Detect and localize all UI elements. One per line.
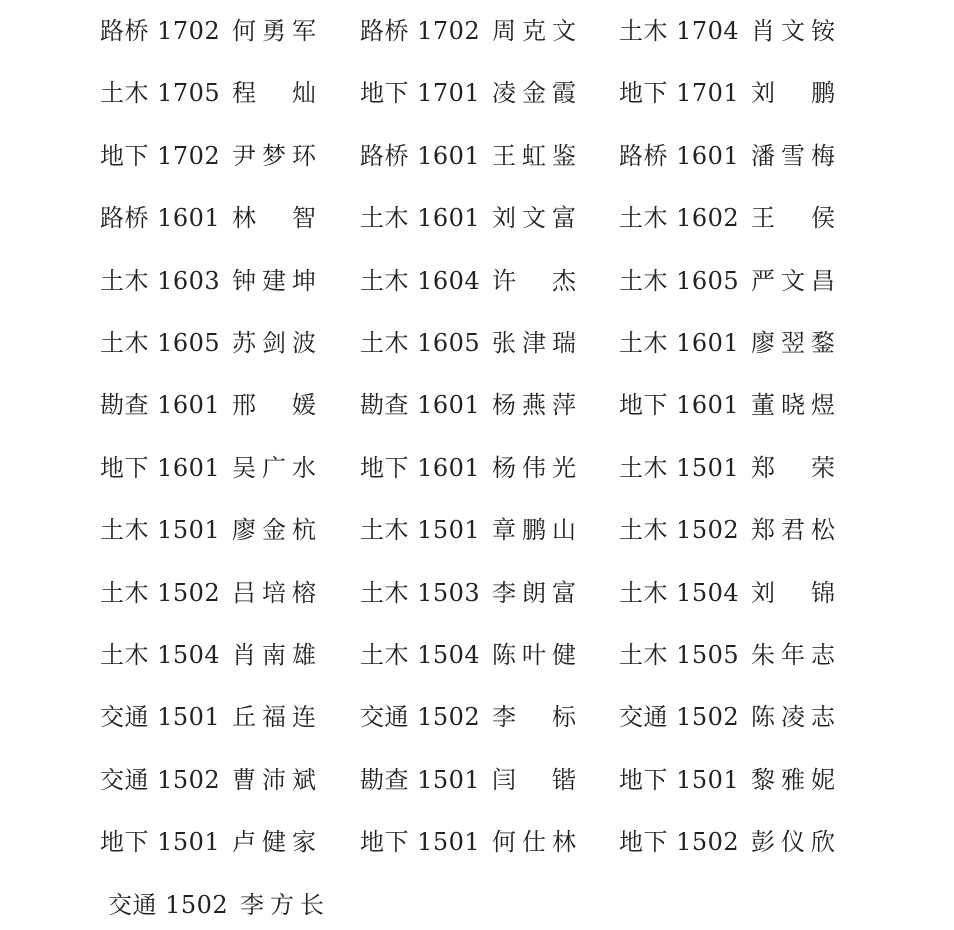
roster-entry: [100, 11, 316, 51]
roster-entry: [619, 385, 835, 425]
class-label: 路桥 1601: [360, 142, 481, 170]
student-name: 吕培榕: [232, 579, 316, 607]
roster-entry: [100, 448, 316, 488]
class-label: 路桥 1601: [100, 204, 221, 232]
roster-entry: [360, 198, 576, 238]
roster-entry: [360, 11, 576, 51]
class-label: 土木 1504: [100, 641, 221, 669]
student-name: 邢媛: [232, 391, 316, 419]
roster-entry: [360, 697, 576, 737]
class-label: 土木 1602: [619, 204, 740, 232]
student-name: 董晓煜: [751, 391, 835, 419]
roster-entry: [100, 822, 316, 862]
roster-entry: [360, 822, 576, 862]
class-label: 地下 1501: [360, 828, 481, 856]
roster-entry: [619, 11, 835, 51]
class-label: 土木 1502: [619, 516, 740, 544]
class-label: 交通 1502: [108, 891, 229, 919]
roster-entry: [100, 760, 316, 800]
class-label: 土木 1505: [619, 641, 740, 669]
roster-entry: [100, 385, 316, 425]
student-name: 郑君松: [751, 516, 835, 544]
student-name: 严文昌: [751, 267, 835, 295]
student-name: 王侯: [751, 204, 835, 232]
roster-entry: [360, 385, 576, 425]
class-label: 交通 1502: [619, 703, 740, 731]
student-name: 周克文: [492, 17, 576, 45]
student-name: 肖文铵: [751, 17, 835, 45]
student-name: 许杰: [492, 267, 576, 295]
class-label: 土木 1504: [360, 641, 481, 669]
student-name: 闫锴: [492, 766, 576, 794]
class-label: 地下 1601: [619, 391, 740, 419]
student-name: 刘文富: [492, 204, 576, 232]
class-label: 交通 1501: [100, 703, 221, 731]
student-name: 李标: [492, 703, 576, 731]
student-name: 章鹏山: [492, 516, 576, 544]
student-name: 彭仪欣: [751, 828, 835, 856]
class-label: 土木 1503: [360, 579, 481, 607]
roster-entry: [619, 261, 835, 301]
class-label: 地下 1702: [100, 142, 221, 170]
student-name: 杨伟光: [492, 454, 576, 482]
student-name: 陈凌志: [751, 703, 835, 731]
roster-entry: [619, 822, 835, 862]
student-name: 丘福连: [232, 703, 316, 731]
class-label: 勘查 1601: [360, 391, 481, 419]
student-name: 李朗富: [492, 579, 576, 607]
roster-entry: [100, 573, 316, 613]
class-label: 土木 1504: [619, 579, 740, 607]
class-label: 土木 1501: [360, 516, 481, 544]
class-label: 地下 1701: [360, 79, 481, 107]
class-label: 地下 1701: [619, 79, 740, 107]
class-label: 土木 1705: [100, 79, 221, 107]
roster-entry: [100, 697, 316, 737]
roster-entry: [360, 573, 576, 613]
student-name: 朱年志: [751, 641, 835, 669]
class-label: 地下 1601: [100, 454, 221, 482]
student-name: 何勇军: [232, 17, 316, 45]
student-name: 程灿: [232, 79, 316, 107]
class-label: 土木 1502: [100, 579, 221, 607]
student-name: 苏剑波: [232, 329, 316, 357]
roster-entry: [100, 73, 316, 113]
roster-entry: [619, 198, 835, 238]
student-name: 刘鹏: [751, 79, 835, 107]
roster-entry: [619, 73, 835, 113]
student-name: 张津瑞: [492, 329, 576, 357]
class-label: 土木 1603: [100, 267, 221, 295]
roster-entry: [360, 136, 576, 176]
class-label: 土木 1704: [619, 17, 740, 45]
class-label: 地下 1501: [100, 828, 221, 856]
roster-entry: [360, 323, 576, 363]
roster-entry: [100, 198, 316, 238]
class-label: 土木 1501: [619, 454, 740, 482]
roster-entry: [619, 573, 835, 613]
roster-entry: [619, 510, 835, 550]
roster-entry: [360, 261, 576, 301]
roster-entry: [619, 323, 835, 363]
roster-entry: [100, 136, 316, 176]
roster-entry: [360, 448, 576, 488]
student-name: 杨燕萍: [492, 391, 576, 419]
class-label: 路桥 1601: [619, 142, 740, 170]
class-label: 交通 1502: [100, 766, 221, 794]
roster-entry: [360, 635, 576, 675]
class-label: 土木 1601: [360, 204, 481, 232]
class-label: 土木 1605: [100, 329, 221, 357]
class-label: 勘查 1601: [100, 391, 221, 419]
roster-entry: [619, 448, 835, 488]
student-name: 吴广水: [232, 454, 316, 482]
class-label: 土木 1501: [100, 516, 221, 544]
student-name: 廖翌鍪: [751, 329, 835, 357]
roster-entry: [108, 885, 324, 925]
roster-entry: [100, 261, 316, 301]
roster-entry: [360, 760, 576, 800]
roster-entry: [619, 136, 835, 176]
roster-entry: [100, 510, 316, 550]
roster-entry: [619, 635, 835, 675]
class-label: 地下 1501: [619, 766, 740, 794]
class-label: 地下 1502: [619, 828, 740, 856]
class-label: 路桥 1702: [360, 17, 481, 45]
roster-entry: [619, 697, 835, 737]
class-label: 地下 1601: [360, 454, 481, 482]
class-label: 路桥 1702: [100, 17, 221, 45]
class-label: 土木 1605: [360, 329, 481, 357]
roster-entry: [619, 760, 835, 800]
student-name: 李方长: [240, 891, 324, 919]
student-name: 曹沛斌: [232, 766, 316, 794]
class-label: 勘查 1501: [360, 766, 481, 794]
student-name: 廖金杭: [232, 516, 316, 544]
student-name: 郑荣: [751, 454, 835, 482]
student-name: 刘锦: [751, 579, 835, 607]
class-label: 土木 1601: [619, 329, 740, 357]
class-label: 土木 1604: [360, 267, 481, 295]
student-name: 黎雅妮: [751, 766, 835, 794]
roster-entry: [100, 323, 316, 363]
student-name: 何仕林: [492, 828, 576, 856]
student-name: 尹梦环: [232, 142, 316, 170]
student-name: 卢健家: [232, 828, 316, 856]
roster-entry: [100, 635, 316, 675]
roster-entry: [360, 510, 576, 550]
student-name: 潘雪梅: [751, 142, 835, 170]
class-label: 交通 1502: [360, 703, 481, 731]
student-name: 林智: [232, 204, 316, 232]
student-name: 钟建坤: [232, 267, 316, 295]
student-name: 凌金霞: [492, 79, 576, 107]
student-name: 陈叶健: [492, 641, 576, 669]
roster-entry: [360, 73, 576, 113]
class-label: 土木 1605: [619, 267, 740, 295]
student-name: 王虹鉴: [492, 142, 576, 170]
student-name: 肖南雄: [232, 641, 316, 669]
